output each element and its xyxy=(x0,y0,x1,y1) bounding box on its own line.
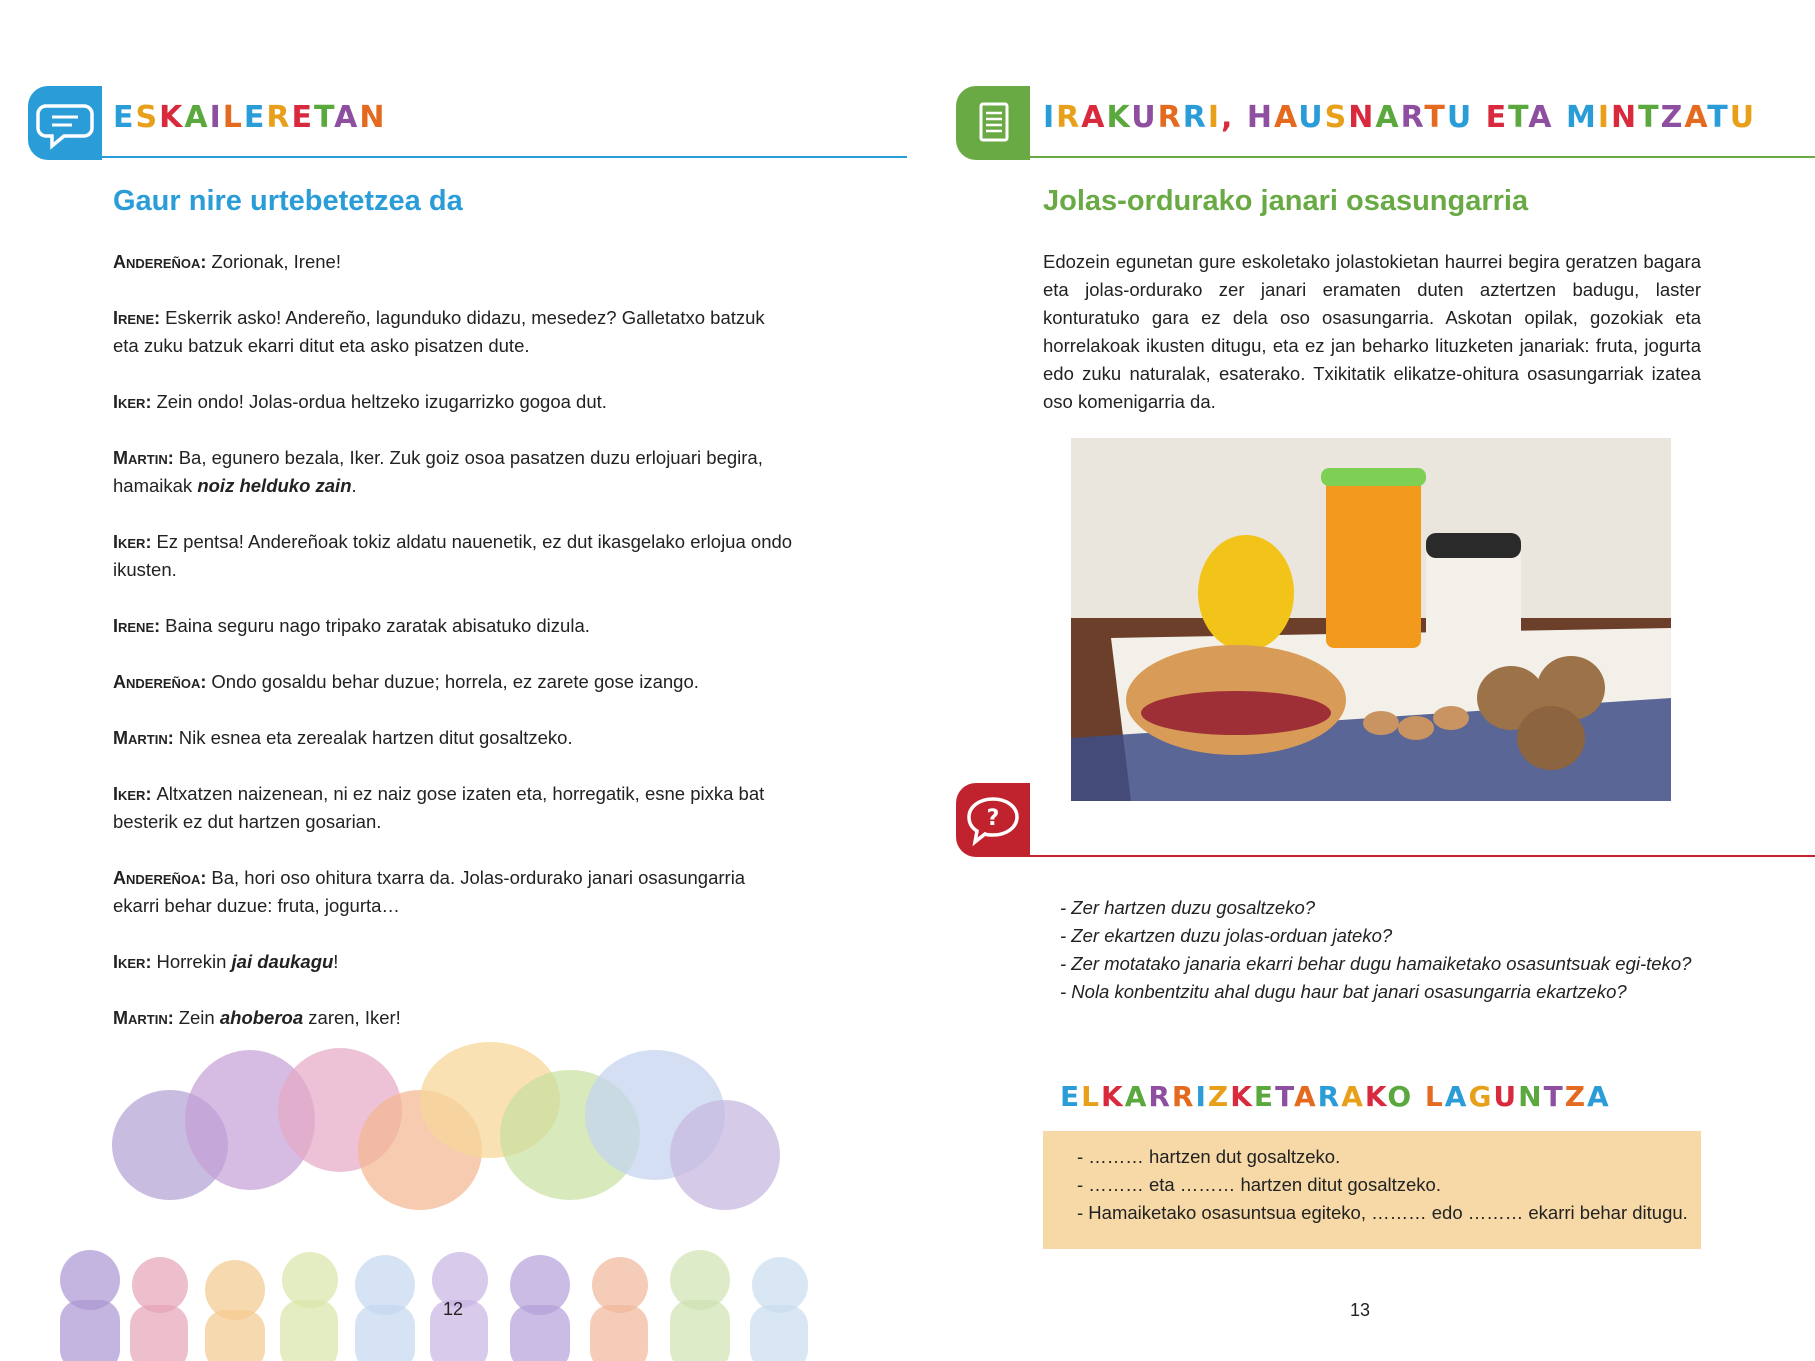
dialogue-text: Zein xyxy=(178,1007,220,1028)
speech-bubble-icon xyxy=(28,86,102,160)
dialogue-text: zaren, Iker! xyxy=(303,1007,401,1028)
dialogue-line xyxy=(113,304,793,360)
questions-list xyxy=(1060,894,1700,1006)
dialogue-text: Baina seguru nago tripako zaratak abisatuko dizula. xyxy=(165,615,590,636)
dialogue-text: Ba, hori oso ohitura txarra da. Jolas-ordurako janari osasungarria ekarri behar duzue: fruta, jogurta… xyxy=(113,867,746,916)
intro-paragraph: Edozein egunetan gure eskoletako jolastokietan haurrei begira geratzen bagara eta jolas-ordurako zer janari eramaten duten aztertzen badugu, laster konturatuko gara ez dela oso osasungarria. Askotan opilak, gozokiak eta horrelakoak ikusten ditugu, eta ez jan beharko lituzketen janariak: fruta, jogurta edo zuku naturalak, esaterako. Txikitatik elikatze-ohitura osasungarriak izatea oso komenigarria da. xyxy=(1043,251,1701,412)
page-number: 12 xyxy=(443,1299,464,1319)
speaker-name: Andereñoa: xyxy=(113,252,212,272)
dialogue-text: noiz helduko zain xyxy=(197,475,352,496)
speaker-name: Andereñoa: xyxy=(113,672,212,692)
healthy-snack-photo xyxy=(1071,438,1671,801)
dialogue-text: Zorionak, Irene! xyxy=(211,251,341,272)
dialogue-text: Altxatzen naizenean, ni ez naiz gose izaten eta, horregatik, esne pixka bat besterik ez dut hartzen gosarian. xyxy=(113,783,765,832)
dialogue-text: . xyxy=(351,475,357,496)
dialogue-line xyxy=(113,780,793,836)
speaker-name: Martin: xyxy=(113,1008,179,1028)
svg-text:?: ? xyxy=(986,806,1000,831)
speaker-name: Iker: xyxy=(113,952,157,972)
section-underline xyxy=(102,156,907,158)
help-box xyxy=(1043,1131,1701,1249)
dialogue-text: Ondo gosaldu behar duzue; horrela, ez zarete gose izango. xyxy=(211,671,699,692)
right-page xyxy=(908,0,1815,1361)
section-title: ESKAILERETAN xyxy=(113,100,387,135)
speaker-name: Martin: xyxy=(113,728,179,748)
dialogue-text: Zein ondo! Jolas-ordua heltzeko izugarrizko gogoa dut. xyxy=(156,391,607,412)
question-item: - Zer motatako janaria ekarri behar dugu hamaiketako osasuntsuak egi-teko? xyxy=(1060,953,1692,974)
help-line: - Hamaiketako osasuntsua egiteko, ……… edo ……… ekarri behar ditugu. xyxy=(1077,1202,1688,1223)
page-number: 13 xyxy=(1350,1300,1371,1320)
questions-underline xyxy=(1030,855,1815,857)
dialogue-text: Horrekin xyxy=(156,951,232,972)
dialogue-text: ahoberoa xyxy=(219,1007,304,1028)
dialogue-text: Ba, egunero bezala, Iker. Zuk goiz osoa pasatzen duzu erlojuari begira, hamaikak xyxy=(113,447,763,496)
speaker-name: Irene: xyxy=(113,616,166,636)
speaker-name: Martin: xyxy=(113,448,179,468)
dialogue-line xyxy=(113,444,793,500)
dialogue-line xyxy=(113,864,793,920)
dialogue-line xyxy=(113,612,793,640)
dialogue-text: ! xyxy=(333,951,339,972)
dialogue-text: Eskerrik asko! Andereño, lagunduko didazu, mesedez? Galletatxo batzuk eta zuku batzuk ekarri ditut eta asko pisatzen dute. xyxy=(113,307,765,356)
left-page xyxy=(0,0,907,1361)
dialogue-line xyxy=(113,388,793,416)
dialogue-line xyxy=(113,248,793,276)
question-bubble-icon xyxy=(956,783,1030,857)
dialogue-text: Nik esnea eta zerealak hartzen ditut gosaltzeko. xyxy=(178,727,573,748)
help-title: ELKARRIZKETARAKO LAGUNTZA xyxy=(1060,1080,1611,1113)
question-item: - Zer ekartzen duzu jolas-orduan jateko? xyxy=(1060,925,1393,946)
dialogue-text: jai daukagu xyxy=(231,951,334,972)
document-icon xyxy=(956,86,1030,160)
section-underline xyxy=(1030,156,1815,158)
speaker-name: Iker: xyxy=(113,532,157,552)
dialogue-line xyxy=(113,528,793,584)
speech-bubbles-illustration xyxy=(100,1035,800,1255)
speaker-name: Iker: xyxy=(113,784,157,804)
dialogue-line xyxy=(113,668,793,696)
section-title: IRAKURRI, HAUSNARTU ETA MINTZATU xyxy=(1043,100,1757,135)
dialogue-text: Ez pentsa! Andereñoak tokiz aldatu nauenetik, ez dut ikasgelako erlojua ondo ikusten. xyxy=(113,531,793,580)
question-item: - Nola konbentzitu ahal dugu haur bat janari osasungarria ekartzeko? xyxy=(1060,981,1627,1002)
speaker-name: Iker: xyxy=(113,392,157,412)
help-line: - ……… eta ……… hartzen ditut gosaltzeko. xyxy=(1077,1174,1441,1195)
help-line: - ……… hartzen dut gosaltzeko. xyxy=(1077,1146,1341,1167)
dialogue-line xyxy=(113,948,793,976)
dialogue-line xyxy=(113,1004,793,1032)
page-heading: Gaur nire urtebetetzea da xyxy=(113,185,463,217)
speaker-name: Andereñoa: xyxy=(113,868,212,888)
dialogue xyxy=(113,248,793,1060)
speaker-name: Irene: xyxy=(113,308,166,328)
dialogue-line xyxy=(113,724,793,752)
page-heading: Jolas-ordurako janari osasungarria xyxy=(1043,185,1529,217)
question-item: - Zer hartzen duzu gosaltzeko? xyxy=(1060,897,1316,918)
